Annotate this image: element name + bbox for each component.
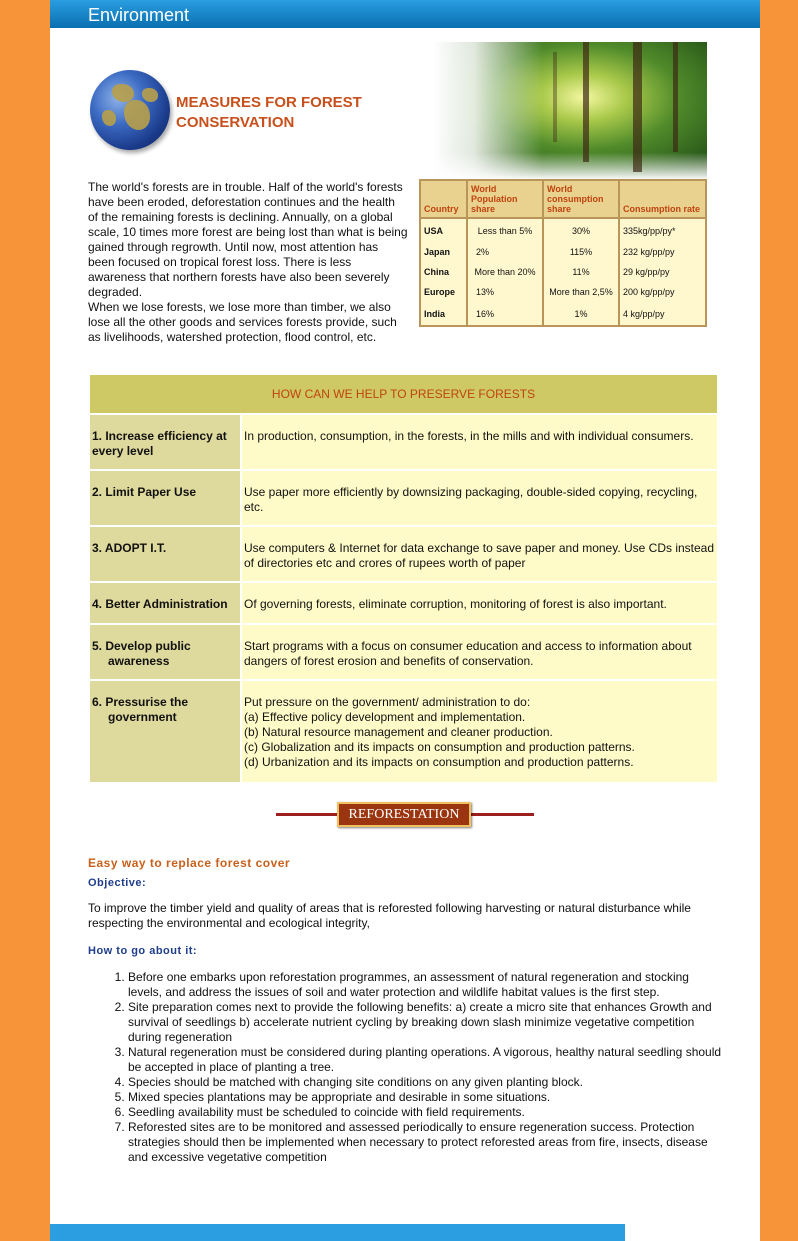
header-bar bbox=[50, 0, 760, 28]
table-cell: 30% bbox=[543, 218, 619, 242]
table-row bbox=[420, 242, 706, 262]
intro-paragraph-1: The world's forests are in trouble. Half of the world's forests have been eroded, deforestation continues and the health of the remaining forests is declining. Annually, on a global scale, 10 times more forest are being lost than what is being gained through regrowth. Until now, most attention has been focused on tropical forest loss. There is less awareness that northern forests have also been severely degraded. bbox=[88, 180, 408, 299]
list-item: 1. Before one embarks upon reforestation programmes, an assessment of natural regeneration and stocking levels, and address the issues of soil and water protection and wildlife habitat values is the first step. bbox=[128, 970, 722, 1000]
globe-icon bbox=[90, 70, 170, 150]
table-cell: 13% bbox=[467, 282, 543, 302]
table-cell: Europe bbox=[420, 282, 467, 302]
help-item-desc-line: (b) Natural resource management and cleaner production. bbox=[244, 725, 553, 739]
table-row bbox=[90, 526, 717, 582]
table-cell: Less than 5% bbox=[467, 218, 543, 242]
help-item-label: 3. ADOPT I.T. bbox=[90, 526, 241, 582]
help-table bbox=[90, 375, 717, 782]
help-item-desc-line: (a) Effective policy development and implementation. bbox=[244, 710, 526, 724]
table-cell: China bbox=[420, 262, 467, 282]
table-cell: 1% bbox=[543, 302, 619, 326]
footer-bar bbox=[50, 1224, 625, 1241]
intro-paragraph-2: When we lose forests, we lose more than timber, we also lose all the other goods and services forests provide, such as livelihoods, watershed protection, flood control, etc. bbox=[88, 300, 397, 344]
help-item-label-cell bbox=[90, 680, 241, 782]
table-row bbox=[420, 262, 706, 282]
table-row bbox=[420, 218, 706, 242]
list-item: 5. Mixed species plantations may be appropriate and desirable in some situations. bbox=[128, 1090, 722, 1105]
page-title: MEASURES FOR FOREST CONSERVATION bbox=[176, 94, 362, 131]
help-item-label: 6. Pressurise the bbox=[92, 695, 189, 709]
table-cell: 2% bbox=[467, 242, 543, 262]
table-row bbox=[90, 414, 717, 470]
help-item-label-cell bbox=[90, 624, 241, 680]
help-item-desc: Start programs with a focus on consumer education and access to information about dangers of forest erosion and benefits of conservation. bbox=[241, 624, 717, 680]
table-row bbox=[90, 582, 717, 624]
header-title: Environment bbox=[88, 5, 190, 25]
objective-text: To improve the timber yield and quality of areas that is reforested following harvesting or natural disturbance while respecting the environmental and ecological integrity, bbox=[88, 901, 691, 930]
help-item-desc-line: (d) Urbanization and its impacts on consumption and production patterns. bbox=[244, 755, 634, 769]
help-item-label: 2. Limit Paper Use bbox=[90, 470, 241, 526]
table-row bbox=[420, 302, 706, 326]
table-cell: 29 kg/pp/py bbox=[623, 267, 670, 277]
list-item: 7. Reforested sites are to be monitored and assessed periodically to ensure regeneration success. Protection strategies should then be implemented when necessary to protect reforested areas from fire, insects, disease and excessive vegetative competition bbox=[128, 1120, 722, 1165]
steps-list bbox=[128, 970, 722, 1165]
table-row bbox=[90, 470, 717, 526]
objective-heading: Objective: bbox=[88, 877, 147, 889]
howto-heading: How to go about it: bbox=[88, 945, 198, 957]
help-item-label-line2: awareness bbox=[108, 654, 170, 668]
table-cell: 200 kg/pp/py bbox=[623, 287, 675, 297]
table-cell: 232 kg/pp/py bbox=[623, 247, 675, 257]
help-item-label: 1. Increase efficiency at every level bbox=[90, 414, 241, 470]
section-subtitle: Easy way to replace forest cover bbox=[88, 856, 291, 870]
intro-text bbox=[88, 180, 408, 345]
consumption-table bbox=[419, 179, 707, 327]
list-item: 3. Natural regeneration must be considered during planting operations. A vigorous, healthy natural seedling should be accepted in place of planting a tree. bbox=[128, 1045, 722, 1075]
column-header: Consumption rate bbox=[619, 180, 706, 218]
table-cell: 11% bbox=[543, 262, 619, 282]
table-row bbox=[90, 680, 717, 782]
forest-image bbox=[433, 42, 707, 180]
table-cell: 335kg/pp/py* bbox=[623, 225, 676, 236]
table-cell: More than 2,5% bbox=[543, 282, 619, 302]
help-item-label: 4. Better Administration bbox=[90, 582, 241, 624]
help-item-desc: In production, consumption, in the forests, in the mills and with individual consumers. bbox=[241, 414, 717, 470]
help-item-desc: Use paper more efficiently by downsizing packaging, double-sided copying, recycling, etc. bbox=[241, 470, 717, 526]
column-header: World consumption share bbox=[543, 180, 619, 218]
table-cell: 4 kg/pp/py bbox=[623, 308, 665, 319]
help-table-header bbox=[90, 375, 717, 414]
table-cell: More than 20% bbox=[467, 262, 543, 282]
table-cell: USA bbox=[420, 218, 467, 242]
table-row bbox=[420, 282, 706, 302]
help-item-label: 5. Develop public bbox=[92, 639, 191, 653]
help-item-desc bbox=[241, 680, 717, 782]
help-item-label-line2: government bbox=[108, 710, 177, 724]
table-row bbox=[90, 624, 717, 680]
table-cell: India bbox=[420, 302, 467, 326]
help-item-desc-line: (c) Globalization and its impacts on consumption and production patterns. bbox=[244, 740, 635, 754]
help-item-desc-line: Put pressure on the government/ administration to do: bbox=[244, 695, 531, 709]
help-item-desc: Use computers & Internet for data exchange to save paper and money. Use CDs instead of directories etc and crores of rupees worth of paper bbox=[241, 526, 717, 582]
table-cell: Japan bbox=[420, 242, 467, 262]
help-item-desc: Of governing forests, eliminate corruption, monitoring of forest is also important. bbox=[241, 582, 717, 624]
list-item: 4. Species should be matched with changing site conditions on any given planting block. bbox=[128, 1075, 722, 1090]
column-header: Country bbox=[420, 180, 467, 218]
table-cell: 115% bbox=[543, 242, 619, 262]
reforestation-banner: REFORESTATION bbox=[337, 802, 471, 827]
table-cell: 16% bbox=[467, 302, 543, 326]
column-header: World Population share bbox=[467, 180, 543, 218]
page bbox=[50, 0, 760, 1241]
table-header-row bbox=[420, 180, 706, 218]
list-item: 2. Site preparation comes next to provide the following benefits: a) create a micro site that enhances Growth and survival of seedlings b) accelerate nutrient cycling by breaking down slash minimize vegetative competition during regeneration bbox=[128, 1000, 722, 1045]
list-item: 6. Seedling availability must be scheduled to coincide with field requirements. bbox=[128, 1105, 722, 1120]
help-table-title: HOW CAN WE HELP TO PRESERVE FORESTS bbox=[90, 375, 717, 414]
